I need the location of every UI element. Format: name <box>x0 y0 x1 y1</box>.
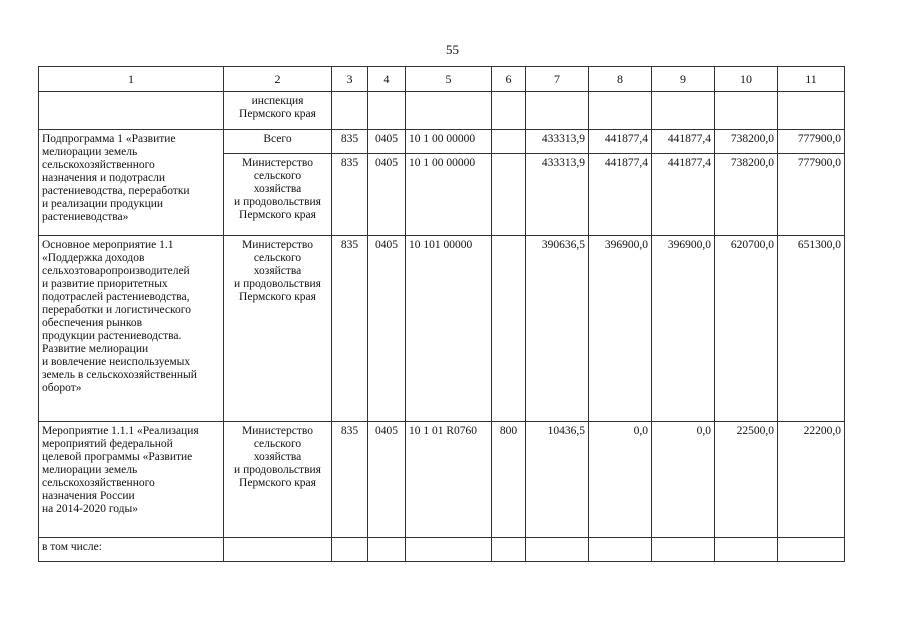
cell-empty <box>778 538 845 562</box>
cell-value: 0,0 <box>589 422 652 538</box>
cell-code: 800 <box>492 422 526 538</box>
cell-value: 0,0 <box>652 422 715 538</box>
cell-value: 441877,4 <box>589 130 652 154</box>
col-header: 3 <box>332 67 368 92</box>
cell-empty <box>368 538 406 562</box>
col-header: 6 <box>492 67 526 92</box>
cell-code: 835 <box>332 236 368 422</box>
cell-value: 433313,9 <box>526 154 589 236</box>
table-row <box>39 92 845 130</box>
cell-empty <box>526 92 589 130</box>
cell-code: 10 101 00000 <box>406 236 492 422</box>
cell-name: Подпрограмма 1 «Развитие мелиорации земель сельскохозяйственного назначения и подотрасли растениеводства, переработки и реализации продукции растениеводства» <box>39 130 224 236</box>
cell-code: 835 <box>332 130 368 154</box>
cell-value: 738200,0 <box>715 154 778 236</box>
cell-empty <box>652 538 715 562</box>
cell-value: 441877,4 <box>652 154 715 236</box>
cell-code: 835 <box>332 154 368 236</box>
cell-empty <box>715 92 778 130</box>
cell-executor: Министерство сельского хозяйства и продовольствия Пермского края <box>224 236 332 422</box>
table-row <box>39 236 845 422</box>
cell-empty <box>406 92 492 130</box>
budget-table <box>38 66 845 562</box>
cell-empty <box>492 538 526 562</box>
cell-empty <box>224 538 332 562</box>
cell-code <box>492 236 526 422</box>
cell-empty <box>526 538 589 562</box>
cell-code: 0405 <box>368 236 406 422</box>
cell-value: 396900,0 <box>652 236 715 422</box>
table-row <box>39 130 845 154</box>
cell-code: 10 1 01 R0760 <box>406 422 492 538</box>
cell-code <box>492 154 526 236</box>
cell-value: 651300,0 <box>778 236 845 422</box>
col-header: 10 <box>715 67 778 92</box>
header-row <box>39 67 845 92</box>
col-header: 9 <box>652 67 715 92</box>
col-header: 11 <box>778 67 845 92</box>
cell-empty <box>652 92 715 130</box>
cell-code <box>492 130 526 154</box>
cell-value: 396900,0 <box>589 236 652 422</box>
cell-code: 0405 <box>368 154 406 236</box>
cell-empty <box>778 92 845 130</box>
cell-name: Мероприятие 1.1.1 «Реализация мероприятий федеральной целевой программы «Развитие мелиорации земель сельскохозяйственного назначения России на 2014-2020 годы» <box>39 422 224 538</box>
cell-empty <box>368 92 406 130</box>
cell-code: 10 1 00 00000 <box>406 130 492 154</box>
page-number: 55 <box>446 42 459 57</box>
cell-value: 777900,0 <box>778 130 845 154</box>
col-header: 8 <box>589 67 652 92</box>
table-row <box>39 538 845 562</box>
col-header: 1 <box>39 67 224 92</box>
cell-value: 620700,0 <box>715 236 778 422</box>
cell-empty <box>332 92 368 130</box>
cell-executor: инспекция Пермского края <box>224 92 332 130</box>
cell-code: 0405 <box>368 422 406 538</box>
cell-name: Основное мероприятие 1.1 «Поддержка доходов сельхозтоваропроизводителей и развитие приоритетных подотраслей растениеводства, переработки и логистического обеспечения рынков продукции растениеводства. Развитие мелиорации и вовлечение неиспользуемых земель в сельскохозяйственный оборот» <box>39 236 224 422</box>
col-header: 2 <box>224 67 332 92</box>
cell-value: 441877,4 <box>652 130 715 154</box>
col-header: 4 <box>368 67 406 92</box>
cell-executor: Всего <box>224 130 332 154</box>
cell-value: 738200,0 <box>715 130 778 154</box>
cell-empty <box>589 538 652 562</box>
cell-empty <box>406 538 492 562</box>
cell-executor: Министерство сельского хозяйства и продовольствия Пермского края <box>224 154 332 236</box>
cell-code: 10 1 00 00000 <box>406 154 492 236</box>
cell-empty <box>492 92 526 130</box>
cell-value: 390636,5 <box>526 236 589 422</box>
cell-code: 0405 <box>368 130 406 154</box>
cell-executor: Министерство сельского хозяйства и продовольствия Пермского края <box>224 422 332 538</box>
cell-value: 441877,4 <box>589 154 652 236</box>
col-header: 5 <box>406 67 492 92</box>
col-header: 7 <box>526 67 589 92</box>
table-row <box>39 422 845 538</box>
cell-code: 835 <box>332 422 368 538</box>
cell-value: 433313,9 <box>526 130 589 154</box>
cell-empty <box>589 92 652 130</box>
cell-name <box>39 92 224 130</box>
cell-value: 22500,0 <box>715 422 778 538</box>
cell-value: 10436,5 <box>526 422 589 538</box>
cell-empty <box>332 538 368 562</box>
cell-empty <box>715 538 778 562</box>
cell-value: 22200,0 <box>778 422 845 538</box>
cell-name: в том числе: <box>39 538 224 562</box>
cell-value: 777900,0 <box>778 154 845 236</box>
